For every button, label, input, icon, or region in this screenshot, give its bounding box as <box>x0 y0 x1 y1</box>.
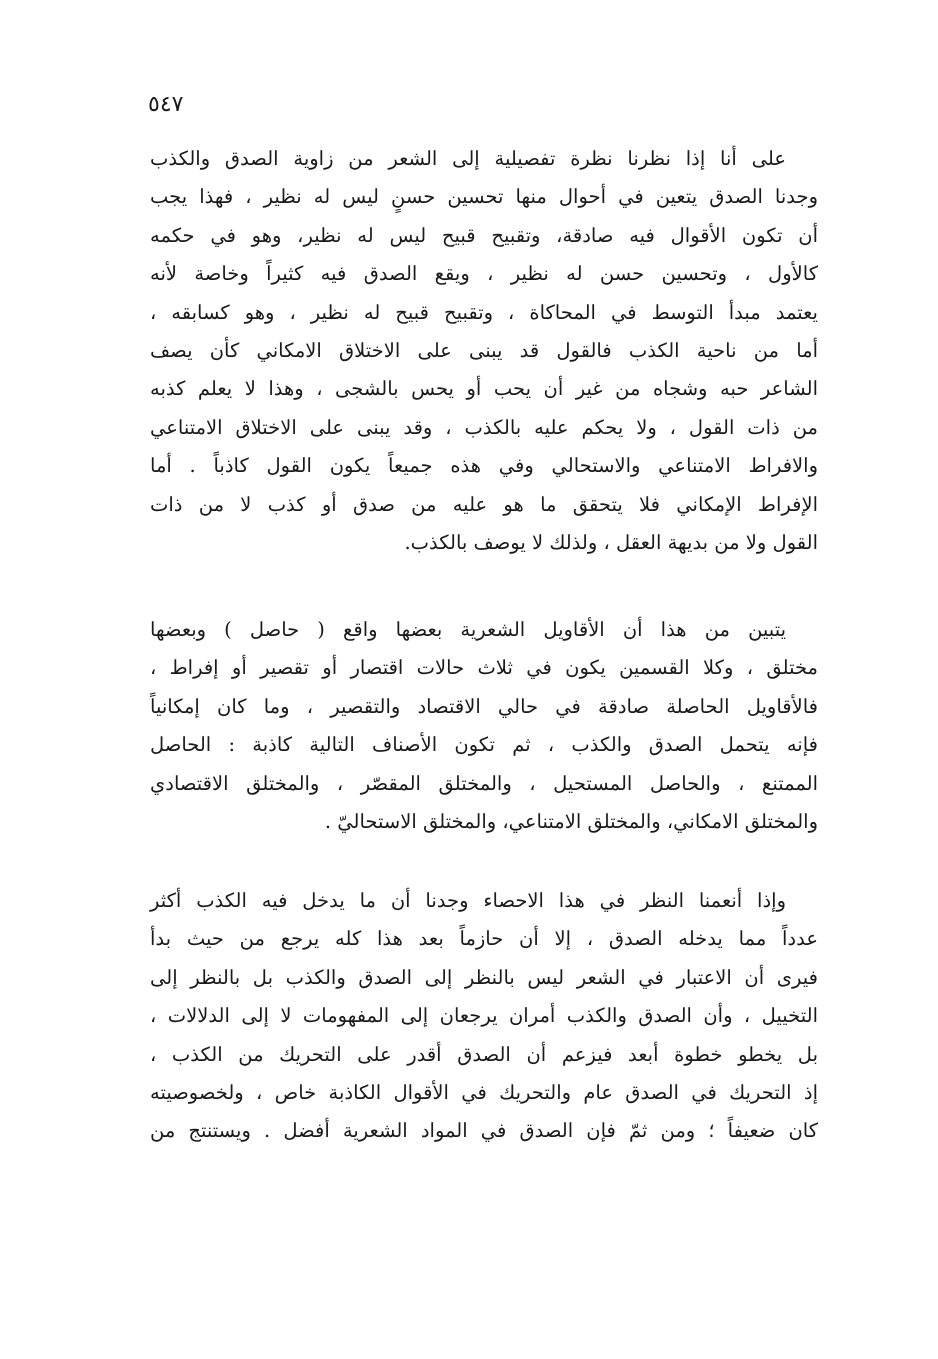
text-line: كان ضعيفاً ؛ ومن ثمّ فإن الصدق في المواد الشعرية أفضل . ويستنتج من <box>150 1119 818 1143</box>
text-line: أما من ناحية الكذب فالقول قد يبنى على الاختلاق الامكاني كأن يصف <box>150 338 818 362</box>
text-line: إذ التحريك في الصدق عام والتحريك في الأقوال الكاذبة خاص ، ولخصوصيته <box>150 1080 818 1104</box>
text-line: يعتمد مبدأ التوسط في المحاكاة ، وتقبيح قبيح له نظير ، وهو كسابقه ، <box>150 300 818 324</box>
text-line: فالأقاويل الحاصلة صادقة في حالي الاقتصاد والتقصير ، وما كان إمكانياً <box>150 694 818 718</box>
text-line: فإنه يتحمل الصدق والكذب ، ثم تكون الأصناف التالية كاذبة : الحاصل <box>150 733 818 757</box>
text-line: أن تكون الأقوال فيه صادقة، وتقبيح قبيح ليس له نظير، وهو في حكمه <box>150 223 818 247</box>
text-line: وجدنا الصدق يتعين في أحوال منها تحسين حسنٍ ليس له نظير ، فهذا يجب <box>150 185 818 209</box>
text-line: يتبين من هذا أن الأقاويل الشعرية بعضها واقع ( حاصل ) وبعضها <box>150 618 786 641</box>
text-line: الشاعر حبه وشجاه من غير أن يحب أو يحس بالشجى ، وهذا لا يعلم كذبه <box>150 377 818 401</box>
paragraph-2 <box>150 611 818 841</box>
text-line: الإفراط الإمكاني فلا يتحقق ما هو عليه من صدق أو كذب لا من ذات <box>150 492 818 516</box>
text-line: الممتنع ، والحاصل المستحيل ، والمختلق المقصّر ، والمختلق الاقتصادي <box>150 771 818 795</box>
text-line: مختلق ، وكلا القسمين يكون في ثلاث حالات اقتصار أو تقصير أو إفراط ، <box>150 656 818 680</box>
paragraph-3 <box>150 882 818 1151</box>
text-line: القول ولا من بديهة العقل ، ولذلك لا يوصف بالكذب. <box>404 530 818 554</box>
text-line: عدداً مما يدخله الصدق ، إلا أن حازماً بعد هذا كله يرجع من حيث بدأ <box>150 927 818 951</box>
paragraph-1 <box>150 140 818 562</box>
text-line: وإذا أنعمنا النظر في هذا الاحصاء وجدنا أن ما يدخل فيه الكذب أكثر <box>150 889 786 912</box>
text-line: والمختلق الامكاني، والمختلق الامتناعي، والمختلق الاستحاليّ . <box>324 809 818 833</box>
text-line: بل يخطو خطوة أبعد فيزعم أن الصدق أقدر على التحريك من الكذب ، <box>150 1042 818 1066</box>
text-line: والافراط الامتناعي والاستحالي وفي هذه جميعاً يكون القول كاذباً . أما <box>150 454 818 478</box>
page-number: ٥٤٧ <box>148 92 184 117</box>
text-line: على أنا إذا نظرنا نظرة تفصيلية إلى الشعر من زاوية الصدق والكذب <box>150 147 786 170</box>
text-line: كالأول ، وتحسين حسن له نظير ، ويقع الصدق فيه كثيراً وخاصة لأنه <box>150 262 818 286</box>
text-line: التخييل ، وأن الصدق والكذب أمران يرجعان إلى المفهومات لا إلى الدلالات ، <box>150 1004 818 1028</box>
text-line: فيرى أن الاعتبار في الشعر ليس بالنظر إلى الصدق والكذب بل بالنظر إلى <box>150 965 818 989</box>
text-line: من ذات القول ، ولا يحكم عليه بالكذب ، وقد يبنى على الاختلاق الامتناعي <box>150 415 818 439</box>
